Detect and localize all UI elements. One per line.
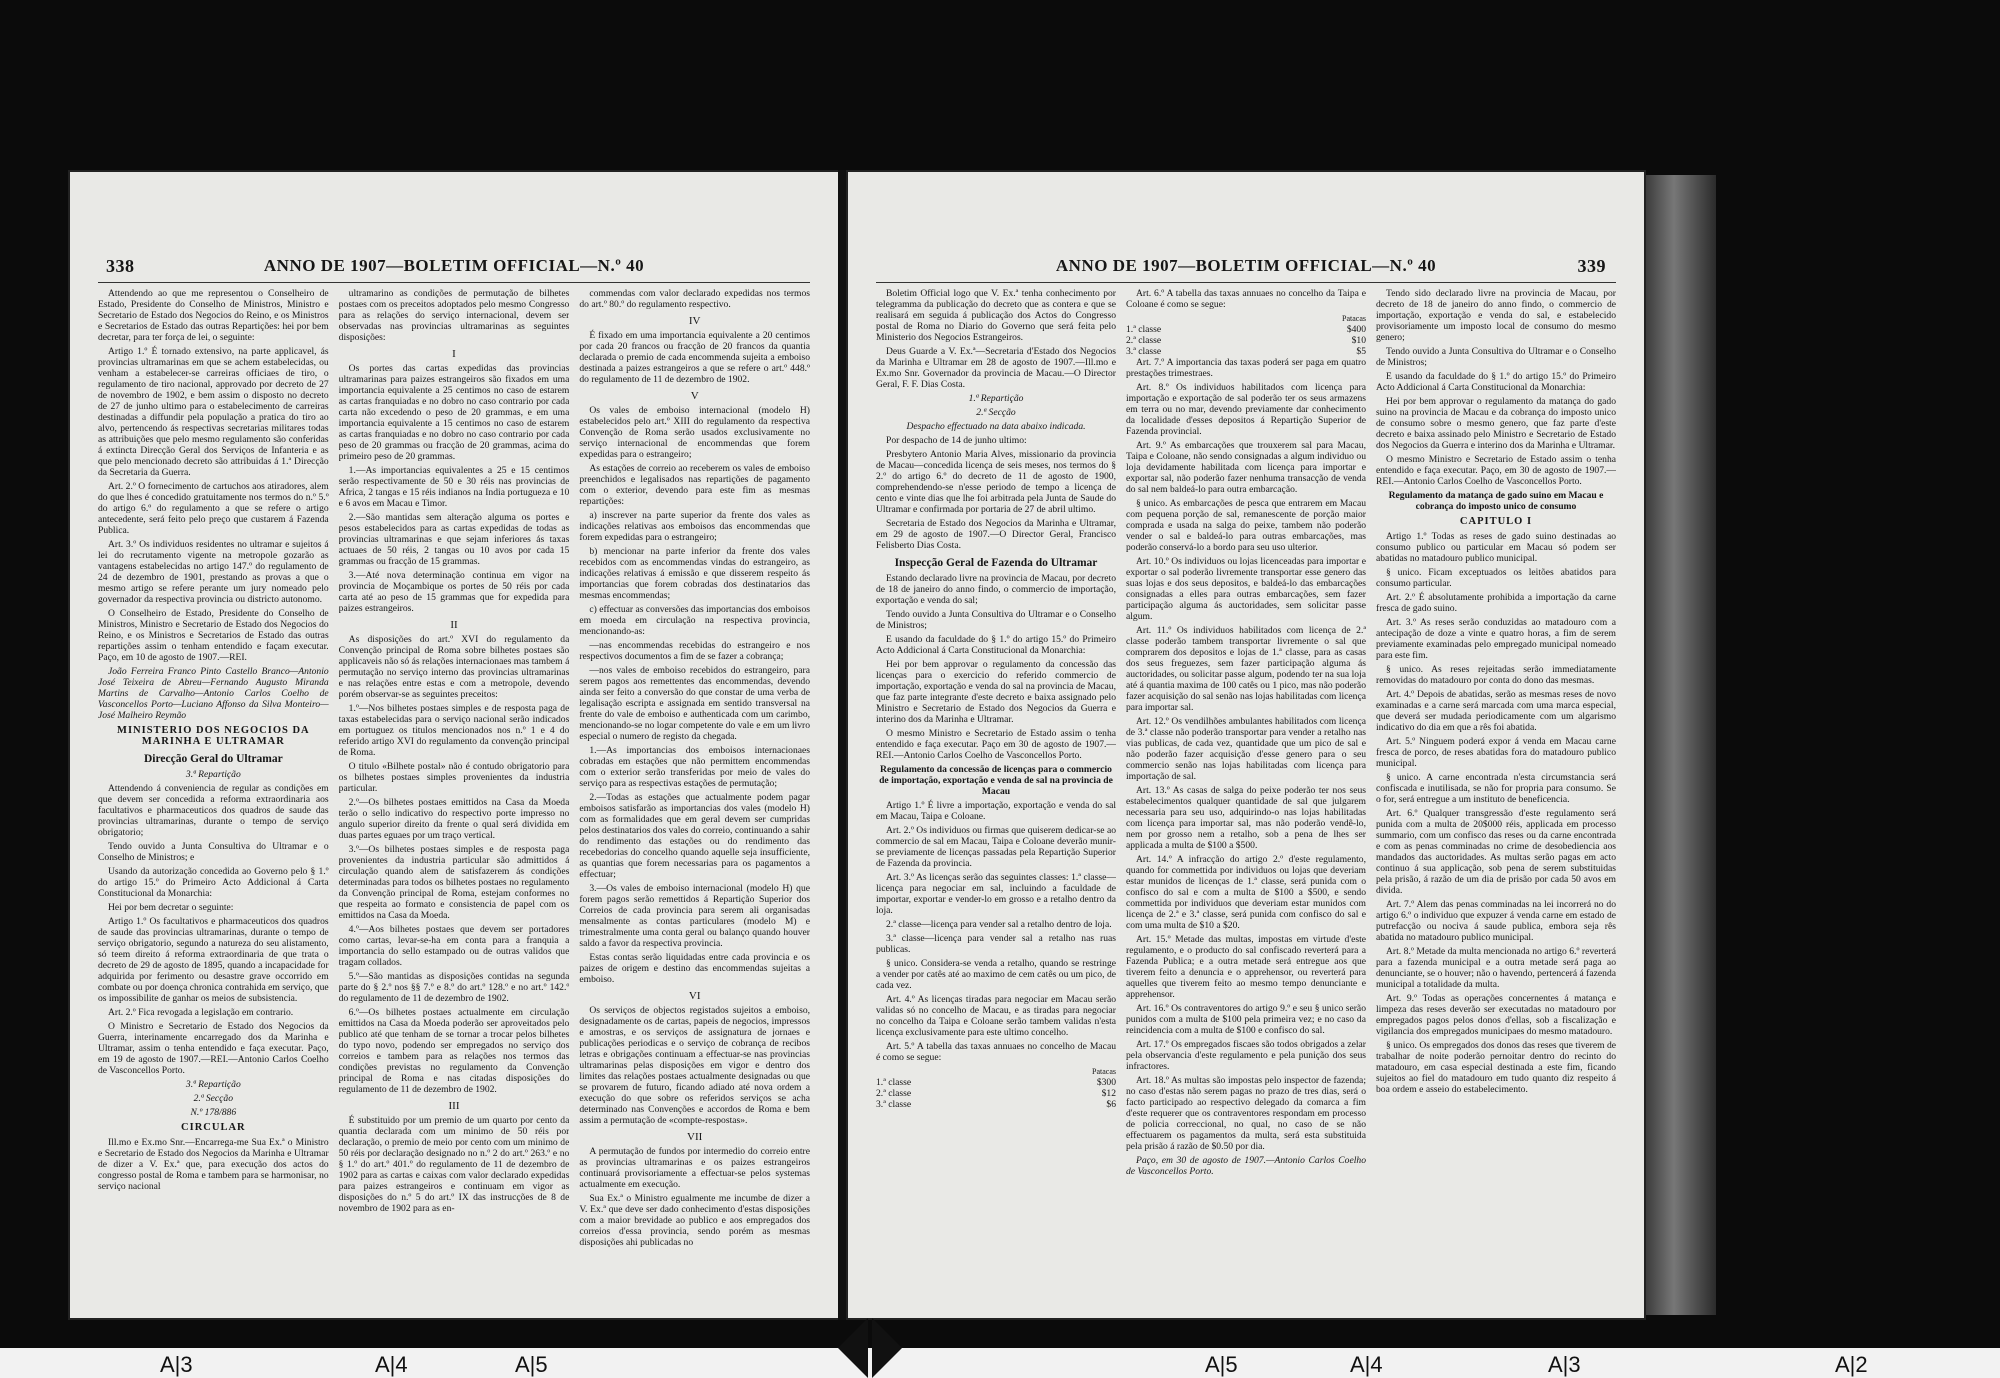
section-heading: 1.ª Repartição [968,393,1024,404]
paragraph: Art. 14.º A infracção do artigo 2.º d'este regulamento, quando for commettida por individuos ou lojas que deveriam estar munidos de licenças de 1.ª classe, será punida com o confisco do sal e com a multa de $100 a $500, e sendo commettida por individuos que deveriam estar munidos com licença de 2.ª e 3.ª classe, será punida com confisco do sal e com uma multa de $10 a $20. [1126,854,1366,931]
chapter-heading: CAPITULO I [1459,516,1533,527]
section-heading: 2.ª Secção [193,1093,234,1104]
table-cell: $5 [1356,346,1366,357]
arrow-left-icon [838,1318,868,1378]
paragraph: c) effectuar as conversões das importancias dos emboisos em moeda em circulação na respectiva provincia, mencionando-as: [579,604,811,637]
page-number: 338 [106,256,135,276]
paragraph: Artigo 1.º É tornado extensivo, na parte applicavel, ás provincias ultramarinas em que se achem estabelecidas, ou venham a estabelecer-se carreiras officiaes de tiro, o regulamento de tiro nacional, approvado por decreto de 27 de novembro de 1902, e bem assim o disposto no decreto de 27 de junho ultimo para o estabelecimento de carreiras destinadas a diffundir pela população a pratica do tiro ao alvo, pertencendo ás respectivas secretarias militares todas as attribuições que pelo mesmo regulamento são conferidas á extincta Direcção Geral dos Serviços de Infanteria e as que pelo mencionado decreto são attribuidas á 1.ª Direcção da Secretaria da Guerra. [98,346,329,478]
paragraph: Deus Guarde a V. Ex.ª—Secretaria d'Estado dos Negocios da Marinha e Ultramar em 28 de agosto de 1907.—Ill.mo e Ex.mo Snr. Governador da provincia de Macau.—O Director Geral, F. F. Dias Costa. [876,346,1116,390]
paragraph: Art. 11.º Os individuos habilitados com licença de 2.ª classe poderão tambem transportar livremente o sal que comprarem dos depositos e lojas de 1.ª classe, para as casas dos seus freguezes, sem fazer participação alguma ás auctoridades, ou solicitar passe algum, podendo ter na sua loja até á quantia maxima de 100 catês ou 1 pico, mas não poderão fazer acquisição do sal senão nas lojas habilitadas com licença para importar sal. [1126,625,1366,713]
paragraph: O titulo «Bilhete postal» não é contudo obrigatorio para os bilhetes postaes simples provenientes da industria particular. [338,761,570,794]
paragraph: O mesmo Ministro e Secretario de Estado assim o tenha entendido e faça executar. Paço, em 30 de agosto de 1907.—REI.—Antonio Carlos Coelho de Vasconcellos Porto. [1376,454,1616,487]
paragraph: Art. 9.º Todas as operações concernentes á matança e limpeza das reses deverão ser executadas no matadouro por empregados pagos pelos donos d'ellas, sob a fiscalização e vigilancia dos empregados municipaes do mesmo matadouro. [1376,993,1616,1037]
paragraph: § unico. As embarcações de pesca que entrarem em Macau com pequena porção de sal, remanescente de porção maior comprada e usada na salga do peixe, tambem não poderão vender o sal e baldeá-lo para outras embarcações, mas poderão conservá-lo a bordo para seu uso ulterior. [1126,498,1366,553]
paragraph: Art. 8.º Metade da multa mencionada no artigo 6.º reverterá para a fazenda municipal e a outra metade será paga ao denunciante, se o houver; não o havendo, pertencerá á fazenda municipal a totalidade da multa. [1376,946,1616,990]
paragraph: 2.—Todas as estações que actualmente podem pagar emboisos satisfarão as importancias dos vales (modelo H) com as formalidades que em geral devem ser cumpridas pelos destinatarios dos vales do correio, continuando a sahir do rendimento das estações ou do rendimento das recebedorias do concelho quando aquelle seja insufficiente, as quantias que forem necessarias para os pagamentos a effectuar; [579,792,811,880]
paragraph: Artigo 1.º Todas as reses de gado suino destinadas ao consumo publico ou particular em Macau só podem ser abatidas no matadouro publico municipal. [1376,531,1616,564]
left-page-header [68,256,840,280]
paragraph: § unico. As reses rejeitadas serão immediatamente removidas do matadouro por conta do dono das mesmas. [1376,664,1616,686]
paragraph: Hei por bem approvar o regulamento da matança do gado suino na provincia de Macau e da cobrança do imposto unico de consumo sobre o mesmo genero, que faz parte d'este decreto e baixa assinado pelo Ministro e Secretario de Estado dos Negocios da Guerra e interino dos da Marinha e Ultramar. [1376,396,1616,451]
table-row [876,1088,1116,1099]
paragraph: Art. 2.º Fica revogada a legislação em contrario. [108,1007,294,1018]
table-cell: 1.ª classe [1126,324,1162,335]
paragraph: Art. 7.º A importancia das taxas poderá ser paga em quatro prestações trimestraes. [1126,357,1366,379]
paragraph: 1.—As importancias equivalentes a 25 e 15 centimos serão respectivamente de 50 e 30 réis nas provincias de Africa, 2 tangas e 15 réis indianos na India portugueza e 10 e 6 avos em Macau e Timor. [338,465,570,509]
roman-heading: VII [687,1131,703,1143]
paragraph: Art. 4.º As licenças tiradas para negociar em Macau serão validas só no concelho de Macau, e as tiradas para negociar no concelho da Taipa e Coloane serão tambem validas n'esta licença exclusivamente para este ultimo concelho. [876,994,1116,1038]
paragraph: As disposições do art.º XVI do regulamento da Convenção principal de Roma sobre bilhetes postaes são applicaveis não só ás relações internacionaes mas tambem á permutação no serviço interno das provincias ultramarinas e nas relações entre estas e com a metropole, devendo porém observar-se as seguintes preceitos: [338,634,570,700]
paragraph: Art. 12.º Os vendilhões ambulantes habilitados com licença de 3.ª classe não poderão transportar para vender a retalho nas vias publicas, de cada vez, quantidade que um pico de sal e não poderão fazer acquisição d'esse genero para o seu commercio senão nas lojas habilitadas com licença para importação de sal. [1126,716,1366,782]
paragraph: § unico. Ficam exceptuados os leitões abatidos para consumo particular. [1376,567,1616,589]
paragraph: Sua Ex.ª o Ministro egualmente me incumbe de dizer a V. Ex.ª que deve ser dado conhecimento d'estas disposições com a maior brevidade ao publico e aos empregados dos correios d'essa provincia, sendo porém as mesmas disposições ahi publicadas no [579,1193,811,1248]
paragraph: É substituido por um premio de um quarto por cento da quantia declarada com um minimo de 50 réis por declaração, o premio de meio por cento com um minimo de 50 réis por declaração designado no n.º 2 do art.º 263.º e no § 1.º do art.º 401.º do regulamento de 11 de dezembro de 1902 para as cartas e caixas com valor declarado expedidas para paizes estrangeiros e continuam em vigor as disposições do n.º 5 do art.º IX das instrucções de 8 de novembro de 1902 para as en- [338,1115,570,1214]
paragraph: a) inscrever na parte superior da frente dos vales as indicações relativas aos emboisos das encommendas que forem expedidas para o estrangeiro; [579,510,811,543]
film-strip [0,1348,2000,1378]
table-header: Patacas [1342,314,1366,323]
paragraph: O Ministro e Secretario de Estado dos Negocios da Guerra, interinamente encarregado dos da Marinha e Ultramar, assim o tenha entendido e faça executar. Paço, em 19 de agosto de 1907.—REI.—Antonio Carlos Coelho de Vasconcellos Porto. [98,1021,329,1076]
film-mark: A|5 [515,1352,548,1377]
paragraph: Art. 2.º Os individuos ou firmas que quiserem dedicar-se ao commercio de sal em Macau, Taipa e Coloane deverão munir-se previamente de licenças passadas pela Repartição Superior de Fazenda da provincia. [876,825,1116,869]
paragraph: Tendo ouvido a Junta Consultiva do Ultramar e o Conselho de Ministros; e [98,841,329,863]
paragraph: As estações de correio ao receberem os vales de emboiso preenchidos e legalisados nas repartições de pagamento com o exterior, devendo para este fim as mesmas repartições: [579,463,811,507]
table-cell: $10 [1351,335,1366,346]
signatories: João Ferreira Franco Pinto Castello Branco—Antonio José Teixeira de Abreu—Fernando Augusto Miranda Martins de Carvalho—Antonio Carlos Coelho de Vasconcellos Porto—Luciano Affonso da Silva Monteiro—José Malheiro Reymão [98,666,329,721]
paragraph: 3.—Os vales de emboiso internacional (modelo H) que forem pagos serão remettidos á Repartição Superior dos Correios de cada provincia para serem ali organisadas mensalmente as contas particulares (modelo M) e trimestralmente uma conta geral ou balanço quando houver saldo a favor da respectiva provincia. [579,883,811,949]
paragraph: Art. 15.º Metade das multas, impostas em virtude d'este regulamento, e o producto do sal confiscado reverterá para a Fazenda Publica; e a outra metade será entregue aos que tiverem feito a denuncia e o apprehensor, ou reverterá para aquelles que tiverem feito ao mesmo tempo denunciante e apprehensor. [1126,934,1366,1000]
section-heading: Despacho effectuado na data abaixo indicada. [906,421,1086,432]
paragraph: § unico. Considera-se venda a retalho, quando se restringe a vender por catês até ao maximo de cem catês ou um pico, de cada vez. [876,958,1116,991]
paragraph: 2.—São mantidas sem alteração alguma os portes e pesos estabelecidos para as cartas expedidas de todas as provincias ultramarinas e que sejam inferiores ás taxas actuaes de 50 réis, 2 tangas ou 10 avos por cada 15 grammas ou fracção de 15 grammas. [338,512,570,567]
paragraph: Estando declarado livre na provincia de Macau, por decreto de 18 de janeiro do anno findo, o commercio de importação, exportação e venda do sal; [876,573,1116,606]
paragraph: Art. 5.º Ninguem poderá expor á venda em Macau carne fresca de porco, de reses abatidas fora do matadouro publico municipal. [1376,736,1616,769]
paragraph: Paço, em 30 de agosto de 1907.—Antonio Carlos Coelho de Vasconcellos Porto. [1126,1155,1366,1177]
section-heading: 2.ª Secção [976,407,1016,418]
paragraph: Art. 9.º As embarcações que trouxerem sal para Macau, Taipa e Coloane, não sendo consignadas a algum individuo ou loja devidamente habilitada com licença para importar e exportar sal, não poderão fazer nenhuma transacção de venda do sal nem baldeá-lo para outra embarcação. [1126,440,1366,495]
film-mark: A|4 [1350,1352,1383,1377]
circular-heading: CIRCULAR [181,1122,246,1133]
right-page [846,170,1646,1320]
paragraph: Hei por bem approvar o regulamento da concessão das licenças para o exercicio do referido commercio de importação, exportação e venda do sal na provincia de Macau, que faz parte integrante d'este decreto e baixa assignado pelo Ministro e Secretario de Estado dos Negocios da Guerra e interino dos da Marinha e Ultramar. [876,659,1116,725]
arrow-right-icon [872,1318,902,1378]
paragraph: O mesmo Ministro e Secretario de Estado assim o tenha entendido e faça executar. Paço em 30 de agosto de 1907.—REI.—Antonio Carlos Coelho de Vasconcellos Porto. [876,728,1116,761]
table-cell: 2.ª classe [1126,335,1162,346]
column-2 [339,288,570,1290]
paragraph: commendas com valor declarado expedidas nos termos do art.º 80.º do regulamento respectivo. [579,288,811,310]
paragraph: 6.º—Os bilhetes postaes actualmente em circulação emittidos na Casa da Moeda poderão ser aproveitados pelo publico até que tenham de se tornar a trocar pelos bilhetes do typo novo, podendo ser empregados no serviço dos correios e tambem para as relações nos termos das condições previstas no regulamento da Convenção principal de Roma e nas citadas disposições do regulamento de 11 de dezembro de 1902. [338,1007,570,1095]
paragraph: § unico. Os empregados dos donos das reses que tiverem de trabalhar de noite poderão pernoitar dentro do recinto do matadouro, em casa especial destinada a este fim, ficando sujeitos ao fiel do matadouro em tudo quanto diz respeito á boa ordem e asseio do estabelecimento. [1376,1040,1616,1095]
table-header: Patacas [1092,1067,1116,1076]
table-cell: $400 [1346,324,1366,335]
film-mark: A|4 [375,1352,408,1377]
paragraph: Art. 13.º As casas de salga do peixe poderão ter nos seus estabelecimentos qualquer quantidade de sal que julgarem necessaria para seu uso, adquirindo-o nas lojas habilitadas com licença para importar sal, mas não poderão vendê-lo, nem por grosso nem a retalho, sob a pena de lhes ser applicada a multa de $100 a $500. [1126,785,1366,851]
paragraph: Presbytero Antonio Maria Alves, missionario da provincia de Macau—concedida licença de seis meses, nos termos do § 2.º do artigo 6.º do decreto de 11 de agosto de 1900, comprehendendo-se n'esse periodo de tempo a licença de cento e vinte dias que lhe foi arbitrada pela Junta de Saude do Ultramar e confirmada por portaria de 27 de abril ultimo. [876,449,1116,515]
roman-heading: IV [688,315,701,327]
paragraph: Art. 18.º As multas são impostas pelo inspector de fazenda; no caso d'estas não serem pagas no prazo de tres dias, será o facto participado ao respectivo delegado da comarca a fim d'este requerer que os contraventores respondam em processo de policia correccional, no qual, no caso de se não effectuarem os pagamentos da multa, será esta substituida pela prisão á razão de $0.50 por dia. [1126,1075,1366,1152]
table-row [876,1077,1116,1088]
paragraph: E usando da faculdade do § 1.º do artigo 15.º do Primeiro Acto Addicional á Carta Constitucional da Monarchia: [876,634,1116,656]
section-heading: 3.ª Repartição [185,769,241,780]
column-2 [1126,288,1366,1290]
roman-heading: V [690,390,699,402]
column-1 [98,288,329,1290]
tax-table-taipa [1126,324,1366,357]
header-rule [98,282,810,283]
right-columns [876,288,1616,1290]
paragraph: Tendo ouvido a Junta Consultiva do Ultramar e o Conselho de Ministros; [876,609,1116,631]
roman-heading: III [448,1100,460,1112]
paragraph: Art. 5.º A tabella das taxas annuaes no concelho de Macau é como se segue: [876,1041,1116,1063]
roman-heading: II [450,619,458,631]
paragraph: A permutação de fundos por intermedio do correio entre as provincias ultramarinas e os paizes estrangeiros continuará provisoriamente a effectuar-se pelos systemas actualmente em execução. [579,1146,811,1190]
direction-heading: Direcção Geral do Ultramar [143,753,283,765]
paragraph: Art. 10.º Os individuos ou lojas licenceadas para importar e exportar o sal poderão livremente transportar esse genero das suas lojas e dos seus depositos, e baldeá-lo das embarcações consignadas a elles para outras embarcações, sem fazer participação alguma ás auctoridades, sem solicitar passe algum. [1126,556,1366,622]
paragraph: Os serviços de objectos registados sujeitos a emboiso, designadamente os de cartas, papeis de negocios, impressos e amostras, e os serviços de assignatura de jornaes e publicações periodicas e o serviço de cobrança de recibos letras e obrigações continuam a effectuar-se nas provincias ultramarinas pelas disposições em vigor e dentro dos limites das relações postaes actualmente designadas ou que se provarem de futuro, ficando adiado até nova ordem a execução do que sobre os referidos serviços se acha determinado nas Convenções e accordos de Roma e bem assim a permutação de «compte-respostas». [579,1005,811,1126]
regulation-heading: Regulamento da matança de gado suino em Macau e cobrança do imposto unico de consumo [1388,490,1604,512]
paragraph: —nas encommendas recebidas do estrangeiro e nos respectivos documentos a fim de se fazer a cobrança; [579,640,811,662]
right-page-header [846,256,1646,280]
column-1 [876,288,1116,1290]
paragraph: b) mencionar na parte inferior da frente dos vales recebidos com as encommendas vindas do estrangeiro, as indicações relativas á emissão e que disserem respeito ás importancias que forem cobradas dos destinatarios das mesmas encommendas; [579,546,811,601]
paragraph: Por despacho de 14 de junho ultimo: [886,435,1027,446]
paragraph: Os vales de emboiso internacional (modelo H) estabelecidos pelo art.º XIII do regulamento da respectiva Convenção de Roma serão usados exclusivamente no serviço internacional de encommendas que forem expedidas para o estrangeiro; [579,405,811,460]
header-rule [876,282,1616,283]
regulation-heading: Regulamento da concessão de licenças para o commercio de importação, exportação e venda de sal na provincia de Macau [879,764,1113,797]
table-cell: $12 [1101,1088,1116,1099]
paragraph: Art. 8.º Os individuos habilitados com licença para importação e exportação de sal poderão ter os seus armazens em terra ou no mar, devendo previamente dar conhecimento da localidade d'esses depositos á Repartição Superior de Fazenda provincial. [1126,382,1366,437]
column-3 [579,288,810,1290]
table-cell: 3.ª classe [876,1099,912,1110]
table-cell: 2.ª classe [876,1088,912,1099]
book-edge-shadow [1646,175,1716,1315]
paragraph: 2.º—Os bilhetes postaes emittidos na Casa da Moeda terão o sello indicativo do respectivo porte impresso no angulo superior direito da frente o qual será dividida em duas partes eguaes por um traço vertical. [338,797,570,841]
film-mark: A|3 [160,1352,193,1377]
roman-heading: VI [688,990,701,1002]
section-heading: 3.ª Repartição [185,1079,241,1090]
paragraph: ultramarino as condições de permutação de bilhetes postaes com os preceitos adoptados pelo mesmo Congresso para as relações do serviço internacional, devem ser observadas nas provincias ultramarinas as seguintes disposições: [338,288,570,343]
section-heading: N.º 178/886 [190,1107,237,1118]
paragraph: Hei por bem decretar o seguinte: [108,902,234,913]
paragraph: Attendendo ao que me representou o Conselheiro de Estado, Presidente do Conselho de Ministros, Ministro e Secretario de Estado dos Negocios do Reino, e os Ministros e Secretarios de Estado das outras Repartições: hei por bem decretar, para ter força de lei, o seguinte: [98,288,329,343]
inspection-heading: Inspecção Geral de Fazenda do Ultramar [894,557,1098,569]
paragraph: 1.º—Nos bilhetes postaes simples e de resposta paga de taxas estabelecidas para o serviço nacional serão indicados em portuguez os titulos mencionados nos n.º 1 e 4 do referido artigo XVI do regulamento da convenção principal de Roma. [338,703,570,758]
paragraph: 2.ª classe—licença para vender sal a retalho dentro de loja. [886,919,1112,930]
paragraph: Secretaria de Estado dos Negocios da Marinha e Ultramar, em 29 de agosto de 1907.—O Director Geral, Francisco Felisberto Dias Costa. [876,518,1116,551]
table-cell: $300 [1096,1077,1116,1088]
table-cell: 3.ª classe [1126,346,1162,357]
paragraph: 3.º—Os bilhetes postaes simples e de resposta paga provenientes da industria particular são admittidos á circulação quando alem de satisfazerem ás condições determinadas para todos os bilhetes postaes no regulamento da Convenção principal de Roma, estejam conformes no que respeita ao formato e consistencia de papel com os emittidos na Casa da Moeda. [338,844,570,921]
paragraph: Art. 6.º Qualquer transgressão d'este regulamento será punida com a multa de 20$000 réis, applicada em processo summario, com um confisco das reses ou da carne encontrada e com as penas comminadas no crime de desobediencia aos mandados das auctoridades. As multas serão pagas em acto continuo á sua applicação, sob pena de serem substituidas pela prisão, á razão de um dia de prisão por cada 50 avos em divida. [1376,808,1616,896]
film-mark: A|2 [1835,1352,1868,1377]
paragraph: Art. 17.º Os empregados fiscaes são todos obrigados a zelar pela observancia d'este regulamento e pela punição dos seus infractores. [1126,1039,1366,1072]
paragraph: Art. 3.º As reses serão conduzidas ao matadouro com a antecipação de doze a vinte e quatro horas, a fim de serem previamente examinadas pelo empregado municipal nomeado para este fim. [1376,617,1616,661]
paragraph: Art. 16.º Os contraventores do artigo 9.º e seu § unico serão punidos com a multa de $100 pela primeira vez; e no caso da reincidencia com a multa de $100 e confisco do sal. [1126,1003,1366,1036]
paragraph: 4.º—Aos bilhetes postaes que devem ser portadores como cartas, levar-se-ha em conta para a franquia a importancia do sello estampado ou de outras validos que tragam collados. [338,924,570,968]
paragraph: Tendo ouvido a Junta Consultiva do Ultramar e o Conselho de Ministros; [1376,346,1616,368]
roman-heading: I [452,348,456,360]
paragraph: É fixado em uma importancia equivalente a 20 centimos por cada 20 francos ou fracção de 20 francos da quantia declarada o premio de cada encommenda sujeita a emboiso destinada a paizes estrangeiros a que se refere o art.º 448.º do regulamento de 11 de dezembro de 1902. [579,330,811,385]
left-page [68,170,840,1320]
table-row [1126,324,1366,335]
paragraph: Art. 3.º As licenças serão das seguintes classes: 1.ª classe—licença para negociar em sal, incluindo a faculdade de importar, exportar e vender-lo em grosso e a retalho dentro da loja. [876,872,1116,916]
paragraph: Boletim Official logo que V. Ex.ª tenha conhecimento por telegramma da publicação do decreto que as contera e que se realisará em seguida á publicação dos Actos do Congresso postal de Roma no Diario do Governo que será feita pelo Ministerio dos Negocios Estrangeiros. [876,288,1116,343]
running-title: ANNO DE 1907—BOLETIM OFFICIAL—N.º 40 [1055,256,1437,275]
paragraph: Art. 3.º Os individuos residentes no ultramar e sujeitos á lei do recrutamento vigente na metropole gozarão as vantagens estabelecidas no artigo 147.º do regulamento de 24 de dezembro de 1901, prestando as provas a que o mesmo artigo se refere perante um jury nomeado pelo governador da respectiva provincia ou districto autonomo. [98,539,329,605]
paragraph: Art. 2.º É absolutamente prohibida a importação da carne fresca de gado suino. [1376,592,1616,614]
paragraph: Ill.mo e Ex.mo Snr.—Encarrega-me Sua Ex.ª o Ministro e Secretario de Estado dos Negocios da Marinha e Ultramar de dizer a V. Ex.ª que, para execução dos actos do congresso postal de Roma e tambem para se harmonisar, no serviço nacional [98,1137,329,1192]
film-mark: A|5 [1205,1352,1238,1377]
film-mark: A|3 [1548,1352,1581,1377]
paragraph: § unico. A carne encontrada n'esta circumstancia será confiscada e inutilisada, se não for propria para consumo. Se o for, será entregue a um instituto de beneficencia. [1376,772,1616,805]
paragraph: E usando da faculdade do § 1.º do artigo 15.º do Primeiro Acto Addicional á Carta Constitucional da Monarchia: [1376,371,1616,393]
page-number: 339 [1577,256,1606,276]
paragraph: Art. 2.º O fornecimento de cartuchos aos atiradores, alem do que lhes é concedido gratuitamente nos termos do n.º 5.º do artigo 6.º do regulamento a que se refere o artigo antecedente, será feito pelo preço que custarem á Fazenda Publica. [98,481,329,536]
paragraph: Art. 7.º Alem das penas comminadas na lei incorrerá no do artigo 6.º o individuo que expuzer á venda carne em estado de putrefacção ou nociva á saude publica, embora seja rês abatida no matadouro publico municipal. [1376,899,1616,943]
paragraph: Art. 4.º Depois de abatidas, serão as mesmas reses de novo examinadas e a carne será marcada com uma marca especial, que deverá ser mudada periodicamente com um algarismo indicativo do dia em que a rês foi abatida. [1376,689,1616,733]
paragraph: 5.º—São mantidas as disposições contidas na segunda parte do § 2.º nos §§ 7.º e 8.º do art.º 128.º e no art.º 142.º do regulamento de 11 de dezembro de 1902. [338,971,570,1004]
paragraph: Attendendo á conveniencia de regular as condições em que devem ser concedida a reforma extraordinaria aos facultativos e pharmaceuticos dos quadros de saude das provincias ultramarinas, durante o tempo de serviço obrigatorio; [98,783,329,838]
paragraph: Artigo 1.º Os facultativos e pharmaceuticos dos quadros de saude das provincias ultramarinas, durante o tempo de serviço obrigatorio, segundo a natureza do seu alistamento, só teem direito á reforma extraordinaria de que trata o decreto de 29 de agosto de 1895, quando a incapacidade for adquirida por ferimento ou desastre grave occorrido em combate ou por doença chronica contrahida em serviço, que os impossibilite de ganhar os meios de subsistencia. [98,916,329,1004]
table-row [876,1099,1116,1110]
table-row [1126,346,1366,357]
paragraph: 1.—As importancias dos emboisos internacionaes cobradas em estações que não permittem encommendas com o exterior serão transferidas por meio de vales do serviço para as respectivas estações de permutação; [579,745,811,789]
paragraph: Tendo sido declarado livre na provincia de Macau, por decreto de 18 de janeiro do anno findo, o commercio de importação, exportação e venda do sal, e estabelecido provisoriamente um imposto local de consumo do mesmo genero; [1376,288,1616,343]
ministry-heading: MINISTERIO DOS NEGOCIOS DA MARINHA E ULTRAMAR [117,725,310,747]
paragraph: Art. 6.º A tabella das taxas annuaes no concelho da Taipa e Coloane é como se segue: [1126,288,1366,310]
paragraph: Estas contas serão liquidadas entre cada provincia e os paizes de origem e destino das encommendas sujeitas a emboiso. [579,952,811,985]
paragraph: 3.—Até nova determinação continua em vigor na provincia de Moçambique os portes de 50 réis por cada carta até ao peso de 15 grammas que for expedida para paizes estrangeiros. [338,570,570,614]
table-cell: $6 [1106,1099,1116,1110]
tax-table-macau [876,1077,1116,1110]
paragraph: O Conselheiro de Estado, Presidente do Conselho de Ministros, Ministro e Secretario de Estado dos Negocios do Reino, e os Ministros e Secretarios de Estado das outras repartições assim o tenham entendido e façam executar. Paço, em 10 de agosto de 1907.—REI. [98,608,329,663]
table-cell: 1.ª classe [876,1077,912,1088]
left-columns [98,288,810,1290]
paragraph: —nos vales de emboiso recebidos do estrangeiro, para serem pagos aos remettentes das encommendas, devendo ainda ser feito a conversão do que constar de uma verba de legalisação escripta e assignada em sentido transversal na frente do vale de emboiso e authenticada com um carimbo, mencionando-se no logar competente do vale e em um livro especial o numero de registo da chegada. [579,665,811,742]
paragraph: Os portes das cartas expedidas das provincias ultramarinas para paizes estrangeiros são fixados em uma importancia equivalente a 25 centimos no caso de estarem as cartas franquiadas e no dobro no caso contrario por cada carta não excedendo o peso de 20 grammas, e em uma importancia equivalente a 15 centimos no caso de estarem as cartas franquiadas e no dobro no caso contrario por cada peso de 20 grammas ou fracção de 20 grammas, acima do primeiro peso de 20 grammas. [338,363,570,462]
paragraph: Usando da autorização concedida ao Governo pelo § 1.º do artigo 15.º do Primeiro Acto Addicional á Carta Constitucional da Monarchia: [98,866,329,899]
running-title: ANNO DE 1907—BOLETIM OFFICIAL—N.º 40 [263,256,645,275]
table-row [1126,335,1366,346]
column-3 [1376,288,1616,1290]
paragraph: 3.ª classe—licença para vender sal a retalho nas ruas publicas. [876,933,1116,955]
paragraph: Artigo 1.º É livre a importação, exportação e venda do sal em Macau, Taipa e Coloane. [876,800,1116,822]
